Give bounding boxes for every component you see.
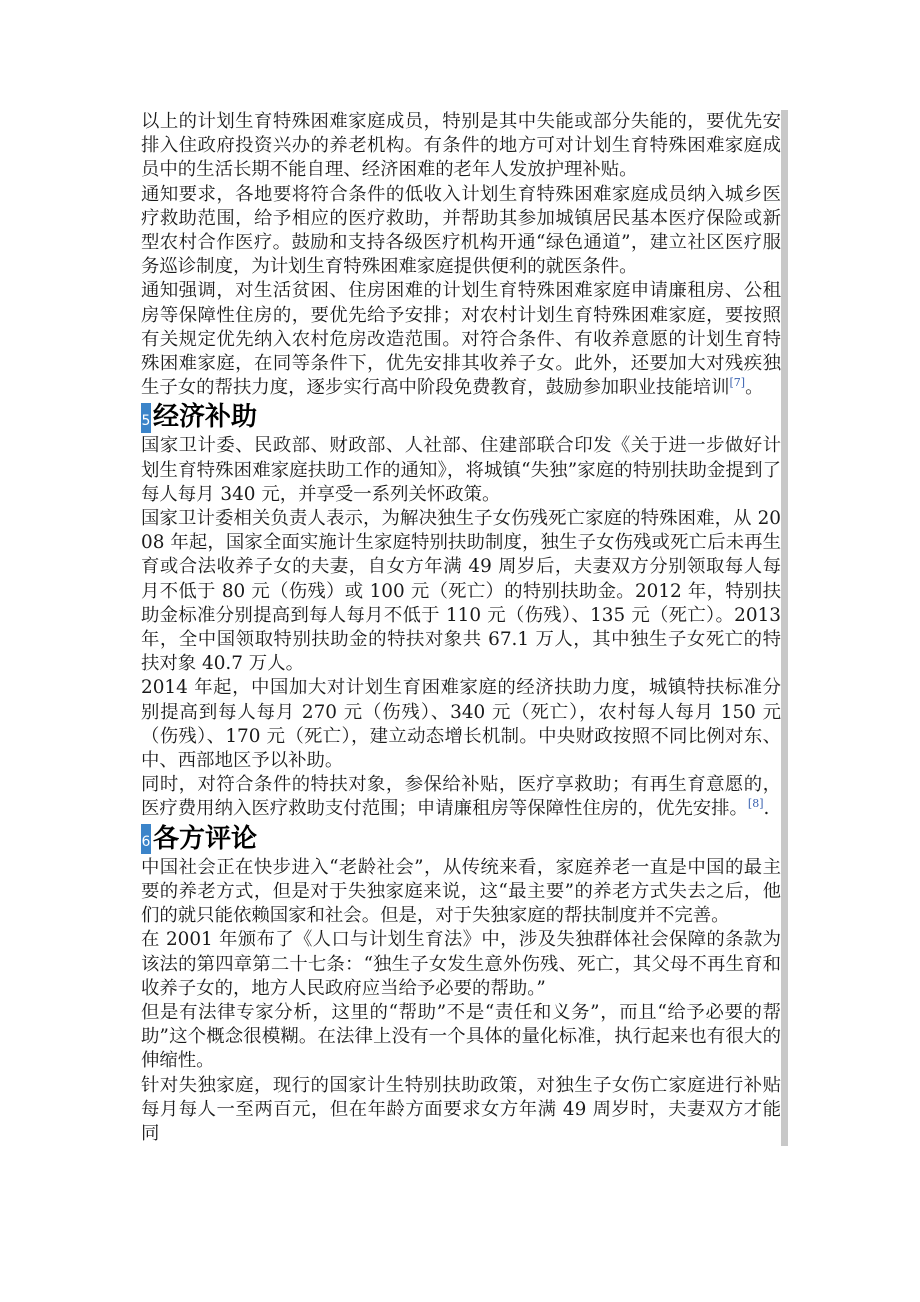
paragraph-legal-analysis: 但是有法律专家分析，这里的“帮助”不是“责任和义务”，而且“给予必要的帮助”这个概念很模糊。在法律上没有一个具体的量化标准，执行起来也有很大的伸缩性。 (141, 1001, 781, 1072)
paragraph-nursing-care: 以上的计划生育特殊困难家庭成员，特别是其中失能或部分失能的，要优先安排入住政府投资兴办的养老机构。有条件的地方可对计划生育特殊困难家庭成员中的生活长期不能自理、经济困难的老年人发放护理补贴。 (141, 111, 781, 181)
paragraph-housing-end: 。 (745, 377, 764, 399)
paragraph-current-policy: 针对失独家庭，现行的国家计生特别扶助政策，对独生子女伤亡家庭进行补贴每月每人一至两百元，但在年龄方面要求女方年满 49 周岁时，夫妻双方才能同 (141, 1074, 781, 1144)
page-edge-bar (781, 110, 788, 1146)
paragraph-medical-aid: 通知要求，各地要将符合条件的低收入计划生育特殊困难家庭成员纳入城乡医疗救助范围，给予相应的医疗救助，并帮助其参加城镇居民基本医疗保险或新型农村合作医疗。鼓励和支持各级医疗机构开通“绿色通道”，建立社区医疗服务巡诊制度，为计划生育特殊困难家庭提供便利的就医条件。 (141, 183, 781, 278)
section-number-badge: 5 (141, 403, 151, 433)
paragraph-housing-text: 通知强调，对生活贫困、住房困难的计划生育特殊困难家庭申请廉租房、公租房等保障性住房的，要优先给予安排；对农村计划生育特殊困难家庭，要按照有关规定优先纳入农村危房改造范围。对符合条件、有收养意愿的计划生育特殊困难家庭，在同等条件下，优先安排其收养子女。此外，还要加大对残疾独生子女的帮扶力度，逐步实行高中阶段免费教育，鼓励参加职业技能培训 (141, 280, 781, 399)
section-heading-economic-aid (141, 400, 781, 434)
section-title: 各方评论 (153, 823, 258, 854)
section-number-badge: 6 (141, 824, 151, 854)
paragraph-special-aid-history: 国家卫计委相关负责人表示，为解决独生子女伤残死亡家庭的特殊困难，从 2008 年起，国家全面实施计生家庭特别扶助制度，独生子女伤残或死亡后未再生育或合法收养子女的夫妻，自女方年满 49 周岁后，夫妻双方分别领取每人每月不低于 80 元（伤残）或 100 元（死亡）的特别扶助金。2012 年，特别扶助金标准分别提高到每人每月不低于 110 元（伤残）、135 元（死亡）。2013 年，全中国领取特别扶助金的特扶对象共 67.1 万人，其中独生子女死亡的特扶对象 40.7 万人。 (141, 508, 781, 675)
citation-link-7[interactable]: [7] (729, 376, 746, 390)
paragraph-benefits-end: . (763, 798, 770, 820)
paragraph-notice: 国家卫计委、民政部、财政部、人社部、住建部联合印发《关于进一步做好计划生育特殊困难家庭扶助工作的通知》，将城镇“失独”家庭的特别扶助金提到了每人每月 340 元，并享受一系列关怀政策。 (141, 435, 781, 505)
paragraph-benefits (141, 773, 781, 821)
paragraph-benefits-text: 同时，对符合条件的特扶对象，参保给补贴，医疗享救助；有再生育意愿的，医疗费用纳入医疗救助支付范围；申请廉租房等保障性住房的，优先安排。 (141, 774, 781, 820)
paragraph-housing (141, 279, 781, 400)
citation-link-8[interactable]: [8] (747, 797, 764, 811)
section-title: 经济补助 (153, 402, 258, 433)
document-body (141, 110, 781, 1146)
section-heading-comments (141, 822, 781, 856)
paragraph-2014-standards: 2014 年起，中国加大对计划生育困难家庭的经济扶助力度，城镇特扶标准分别提高到每人每月 270 元（伤残）、340 元（死亡），农村每人每月 150 元（伤残）、170 元（死亡），建立动态增长机制。中央财政按照不同比例对东、中、西部地区予以补助。 (141, 677, 781, 772)
paragraph-population-law: 在 2001 年颁布了《人口与计划生育法》中，涉及失独群体社会保障的条款为该法的第四章第二十七条：“独生子女发生意外伤残、死亡，其父母不再生育和收养子女的，地方人民政府应当给予必要的帮助。” (141, 929, 781, 999)
paragraph-aging-society: 中国社会正在快步进入“老龄社会”，从传统来看，家庭养老一直是中国的最主要的养老方式，但是对于失独家庭来说，这“最主要”的养老方式失去之后，他们的就只能依赖国家和社会。但是，对于失独家庭的帮扶制度并不完善。 (141, 856, 781, 927)
